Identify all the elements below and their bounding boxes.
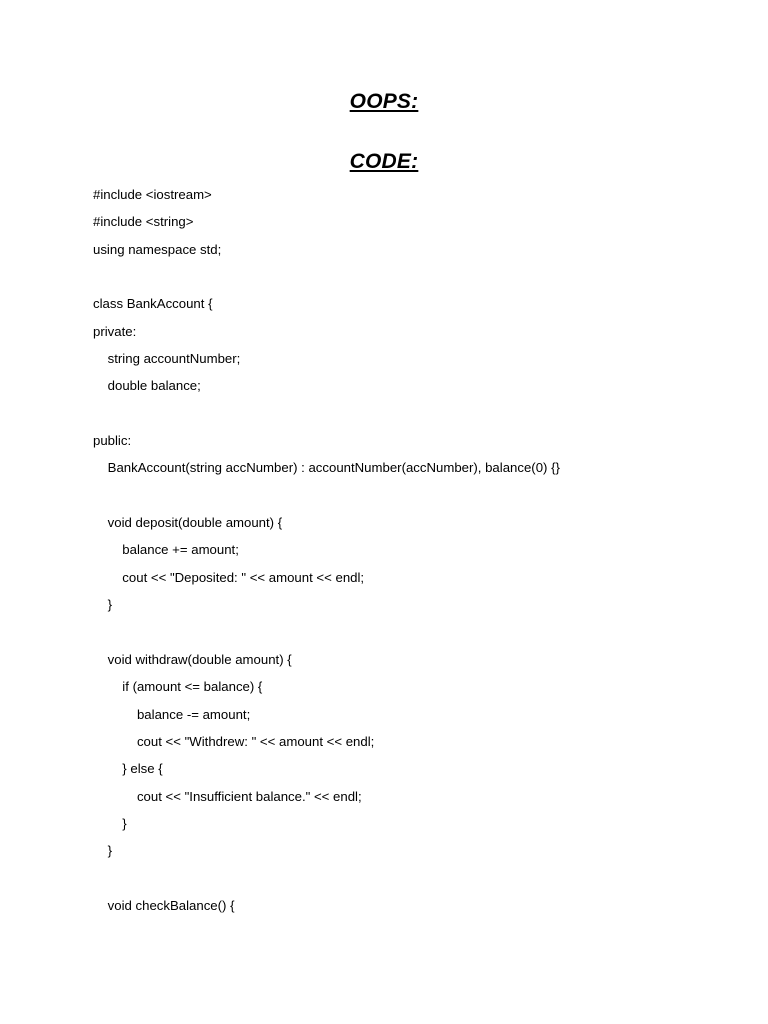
code-line: using namespace std; — [93, 241, 222, 257]
code-line: void withdraw(double amount) { — [93, 651, 292, 667]
code-line: balance += amount; — [93, 542, 239, 558]
code-line — [93, 485, 560, 512]
code-line — [93, 403, 560, 430]
code-line: cout << "Deposited: " << amount << endl; — [93, 569, 365, 585]
code-line: string accountNumber; — [93, 351, 241, 367]
code-line: cout << "Insufficient balance." << endl; — [93, 788, 362, 804]
code-line: if (amount <= balance) { — [93, 679, 263, 695]
code-line: void deposit(double amount) { — [93, 515, 283, 531]
code-line: } — [93, 843, 113, 859]
code-line: void checkBalance() { — [93, 897, 235, 913]
code-block — [93, 184, 560, 922]
code-line: cout << "Withdrew: " << amount << endl; — [93, 733, 375, 749]
code-line: double balance; — [93, 378, 201, 394]
code-line: BankAccount(string accNumber) : accountNumber(accNumber), balance(0) {} — [93, 460, 560, 476]
code-line: } — [93, 597, 113, 613]
section-heading-code: CODE: — [349, 150, 419, 173]
code-line — [93, 266, 560, 293]
code-line — [93, 622, 560, 649]
code-line: } — [93, 815, 127, 831]
code-line: public: — [93, 433, 132, 449]
code-line: class BankAccount { — [93, 296, 213, 312]
code-line: private: — [93, 323, 137, 339]
code-line: #include <string> — [93, 214, 194, 230]
page-title: OOPS: — [349, 90, 419, 113]
code-line: } else { — [93, 761, 163, 777]
code-line: balance -= amount; — [93, 706, 251, 722]
code-line — [93, 868, 560, 895]
code-line: #include <iostream> — [93, 187, 212, 202]
